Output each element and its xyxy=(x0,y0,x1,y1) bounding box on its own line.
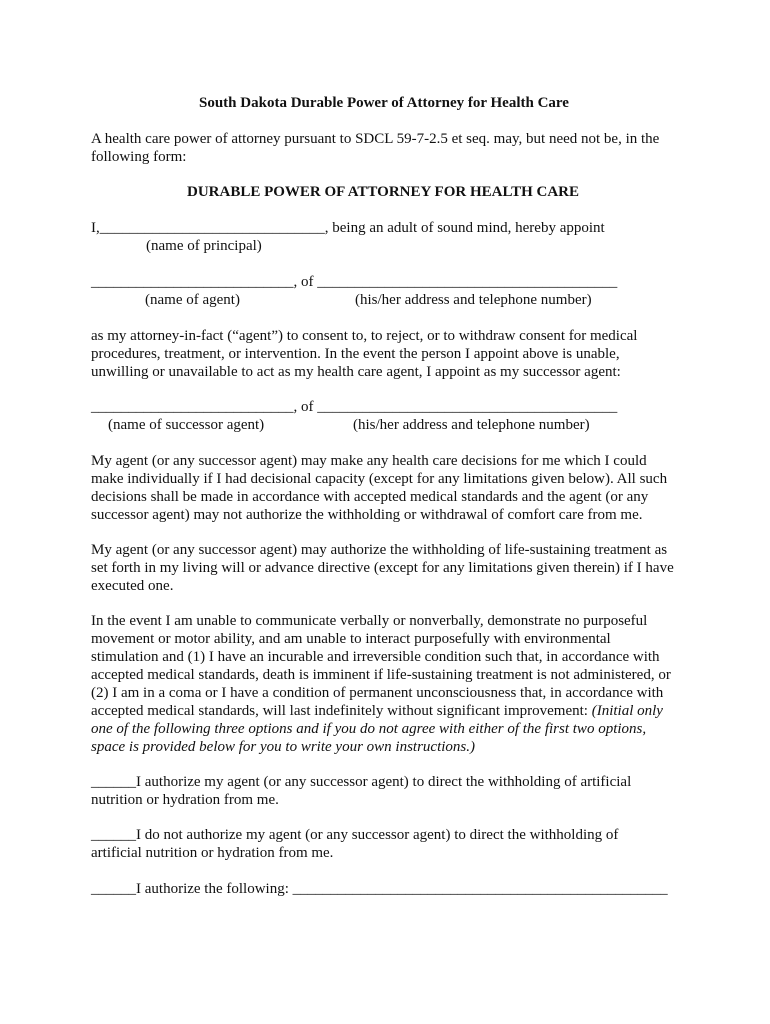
intro-line-2: following form: xyxy=(91,149,187,165)
agent-line[interactable]: ___________________________, of ________________________________________ xyxy=(91,274,618,290)
event-para-line-4: accepted medical standards, death is imminent if life-sustaining treatment is not administered, or xyxy=(91,667,671,683)
event-italic-line-1: one of the following three options and if you do not agree with either of the first two options, xyxy=(91,721,647,737)
event-line-6-italic: (Initial only xyxy=(591,703,663,719)
event-para-line-3: stimulation and (1) I have an incurable and irreversible condition such that, in accordance with xyxy=(91,649,660,665)
form-heading: DURABLE POWER OF ATTORNEY FOR HEALTH CARE xyxy=(187,184,579,200)
agent-caption: (name of agent) xyxy=(145,292,240,308)
event-para-line-6 xyxy=(91,702,663,720)
document-title: South Dakota Durable Power of Attorney for Health Care xyxy=(199,95,569,111)
option-3-line[interactable]: ______I authorize the following: __________________________________________________ xyxy=(91,881,668,897)
attorney-para-line-1: as my attorney-in-fact (“agent”) to consent to, to reject, or to withdraw consent for medical xyxy=(91,328,638,344)
decisions-para-line-2: make individually if I had decisional capacity (except for any limitations given below). All such xyxy=(91,471,668,487)
agent-address-caption: (his/her address and telephone number) xyxy=(355,292,592,308)
option-1-line-1[interactable]: ______I authorize my agent (or any successor agent) to direct the withholding of artificial xyxy=(91,774,632,790)
event-line-6-text: accepted medical standards, will last indefinitely without significant improvement: xyxy=(91,703,592,719)
intro-line-1: A health care power of attorney pursuant to SDCL 59-7-2.5 et seq. may, but need not be, in the xyxy=(91,131,660,147)
event-para-line-5: (2) I am in a coma or I have a condition of permanent unconsciousness that, in accordance with xyxy=(91,685,664,701)
attorney-para-line-2: procedures, treatment, or intervention. In the event the person I appoint above is unable, xyxy=(91,346,620,362)
principal-caption: (name of principal) xyxy=(146,238,262,254)
life-para-line-2: set forth in my living will or advance directive (except for any limitations given therein) if I have xyxy=(91,560,674,576)
event-italic-line-2: space is provided below for you to write your own instructions.) xyxy=(91,739,476,755)
event-para-line-2: movement or motor ability, and am unable to interact purposefully with environmental xyxy=(91,631,611,647)
option-1-line-2: nutrition or hydration from me. xyxy=(91,792,279,808)
option-2-line-1[interactable]: ______I do not authorize my agent (or any successor agent) to direct the withholding of xyxy=(91,827,619,843)
decisions-para-line-1: My agent (or any successor agent) may make any health care decisions for me which I could xyxy=(91,453,647,469)
principal-line[interactable]: I,______________________________, being an adult of sound mind, hereby appoint xyxy=(91,220,605,236)
decisions-para-line-4: successor agent) may not authorize the withholding or withdrawal of comfort care from me. xyxy=(91,507,643,523)
attorney-para-line-3: unwilling or unavailable to act as my health care agent, I appoint as my successor agent: xyxy=(91,364,621,380)
decisions-para-line-3: decisions shall be made in accordance with accepted medical standards and the agent (or any xyxy=(91,489,649,505)
event-para-line-1: In the event I am unable to communicate verbally or nonverbally, demonstrate no purposeful xyxy=(91,613,648,629)
option-2-line-2: artificial nutrition or hydration from me. xyxy=(91,845,334,861)
life-para-line-3: executed one. xyxy=(91,578,174,594)
life-para-line-1: My agent (or any successor agent) may authorize the withholding of life-sustaining treatment as xyxy=(91,542,668,558)
successor-caption: (name of successor agent) xyxy=(108,417,265,433)
successor-address-caption: (his/her address and telephone number) xyxy=(353,417,590,433)
successor-line[interactable]: ___________________________, of ________________________________________ xyxy=(91,399,618,415)
